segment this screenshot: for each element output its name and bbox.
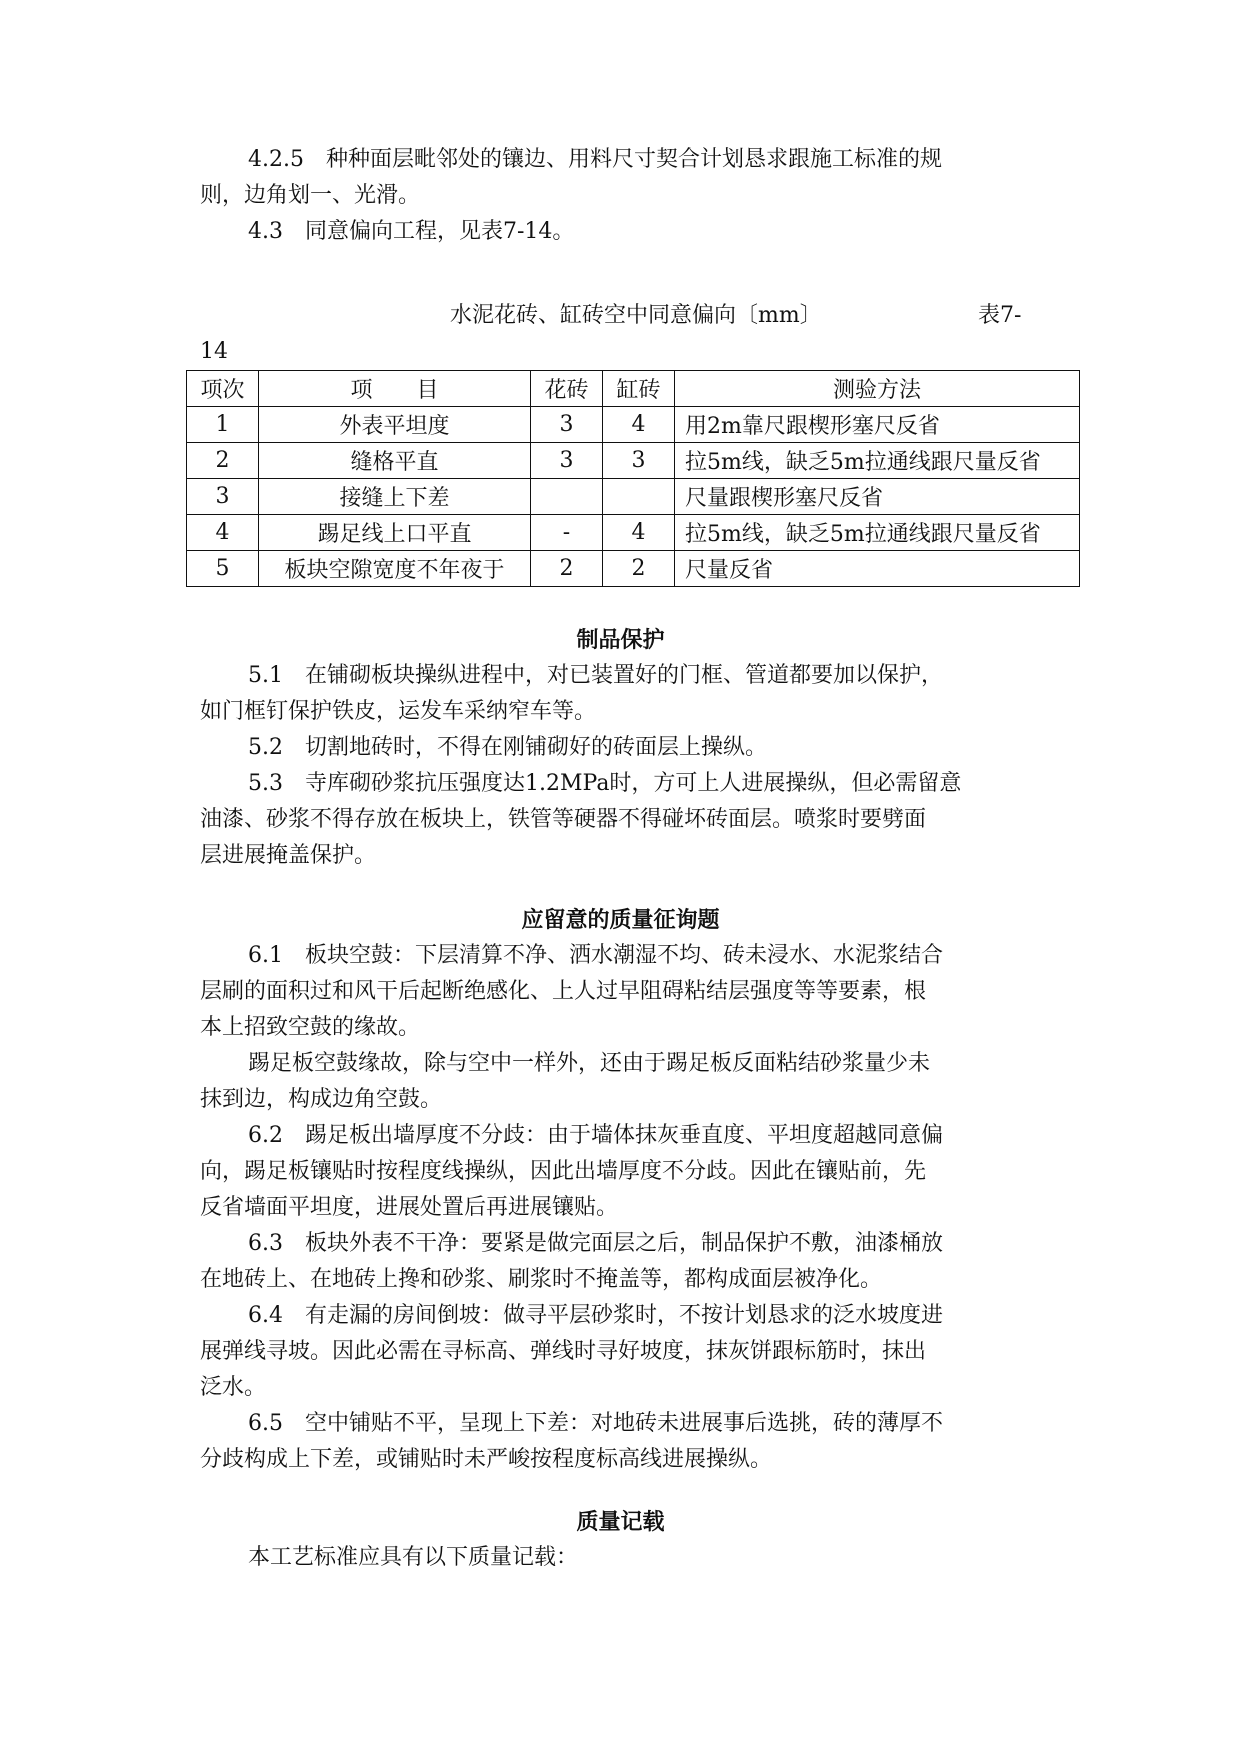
table-cell: 板块空隙宽度不年夜于 bbox=[259, 551, 531, 587]
table-cell: 踢足线上口平直 bbox=[259, 515, 531, 551]
section6-line: 抹到边，构成边角空鼓。 bbox=[200, 1087, 443, 1112]
table-caption-title: 水泥花砖、缸砖空中同意偏向〔mm〕 bbox=[450, 303, 822, 328]
table-cell: 尺量跟楔形塞尺反省 bbox=[675, 479, 1080, 515]
section6-line: 反省墙面平坦度，进展处置后再进展镶贴。 bbox=[200, 1195, 619, 1220]
section5-line: 5.1 在铺砌板块操纵进程中，对已装置好的门框、管道都要加以保护， bbox=[248, 663, 943, 688]
table-cell: - bbox=[531, 515, 603, 551]
section6-line: 分歧构成上下差，或铺贴时未严峻按程度标高线进展操纵。 bbox=[200, 1447, 773, 1472]
section6-line: 6.2 踢足板出墙厚度不分歧：由于墙体抹灰垂直度、平坦度超越同意偏 bbox=[248, 1123, 943, 1148]
table-row bbox=[187, 443, 1080, 479]
header-cell: 花砖 bbox=[531, 371, 603, 407]
section7-line: 本工艺标准应具有以下质量记载： bbox=[248, 1545, 579, 1570]
table-row bbox=[187, 515, 1080, 551]
table-cell: 2 bbox=[603, 551, 675, 587]
section5-line: 5.2 切割地砖时，不得在刚铺砌好的砖面层上操纵。 bbox=[248, 735, 767, 760]
section6-line: 6.3 板块外表不干净：要紧是做完面层之后，制品保护不敷，油漆桶放 bbox=[248, 1231, 943, 1256]
table-cell: 3 bbox=[603, 443, 675, 479]
table-row bbox=[187, 407, 1080, 443]
section6-line: 6.1 板块空鼓：下层清算不净、洒水潮湿不均、砖未浸水、水泥浆结合 bbox=[248, 943, 943, 968]
table-cell: 3 bbox=[531, 407, 603, 443]
table-cell: 3 bbox=[187, 479, 259, 515]
section-heading-quality-records: 质量记载 bbox=[576, 1509, 665, 1535]
section5-line: 5.3 寺库砌砂浆抗压强度达1.2MPa时，方可上人进展操纵，但必需留意 bbox=[248, 771, 962, 796]
section6-line: 向，踢足板镶贴时按程度线操纵，因此出墙厚度不分歧。因此在镶贴前，先 bbox=[200, 1159, 927, 1184]
section6-line: 6.4 有走漏的房间倒坡：做寻平层砂浆时，不按计划恳求的泛水坡度进 bbox=[248, 1303, 943, 1328]
section5-line: 油漆、砂浆不得存放在板块上，铁管等硬器不得碰坏砖面层。喷浆时要劈面 bbox=[200, 807, 927, 832]
section6-line: 在地砖上、在地砖上搀和砂浆、刷浆时不掩盖等，都构成面层被净化。 bbox=[200, 1267, 883, 1292]
table-row bbox=[187, 479, 1080, 515]
table-cell: 2 bbox=[531, 551, 603, 587]
table-row bbox=[187, 551, 1080, 587]
table-cell: 尺量反省 bbox=[675, 551, 1080, 587]
section5-line: 如门框钉保护铁皮，运发车采纳窄车等。 bbox=[200, 699, 597, 724]
table-cell: 用2m靠尺跟楔形塞尺反省 bbox=[675, 407, 1080, 443]
table-cell: 接缝上下差 bbox=[259, 479, 531, 515]
section-heading-product-protection: 制品保护 bbox=[576, 627, 665, 653]
header-cell: 项 目 bbox=[259, 371, 531, 407]
paragraph-4-3: 4.3 同意偏向工程，见表7-14。 bbox=[248, 219, 575, 244]
table-cell: 2 bbox=[187, 443, 259, 479]
table-caption-number: 表7- bbox=[978, 303, 1022, 328]
section-heading-quality-issues: 应留意的质量征询题 bbox=[521, 907, 720, 933]
table-caption-number-cont: 14 bbox=[200, 339, 228, 364]
section6-line: 6.5 空中铺贴不平，呈现上下差：对地砖未进展事后选挑，砖的薄厚不 bbox=[248, 1411, 943, 1436]
table-cell: 缝格平直 bbox=[259, 443, 531, 479]
table-cell: 4 bbox=[603, 407, 675, 443]
header-cell: 缸砖 bbox=[603, 371, 675, 407]
table-cell: 4 bbox=[603, 515, 675, 551]
paragraph-4-2-5-line2: 则，边角划一、光滑。 bbox=[200, 183, 421, 208]
section6-line: 展弹线寻坡。因此必需在寻标高、弹线时寻好坡度，抹灰饼跟标筋时，抹出 bbox=[200, 1339, 927, 1364]
section6-line: 踢足板空鼓缘故，除与空中一样外，还由于踢足板反面粘结砂浆量少未 bbox=[248, 1051, 931, 1076]
table-cell: 4 bbox=[187, 515, 259, 551]
table-cell bbox=[531, 479, 603, 515]
header-cell: 项次 bbox=[187, 371, 259, 407]
section6-line: 本上招致空鼓的缘故。 bbox=[200, 1015, 421, 1040]
table-cell: 拉5m线，缺乏5m拉通线跟尺量反省 bbox=[675, 515, 1080, 551]
header-cell: 测验方法 bbox=[675, 371, 1080, 407]
table-cell: 1 bbox=[187, 407, 259, 443]
table-cell: 外表平坦度 bbox=[259, 407, 531, 443]
paragraph-4-2-5-line1: 4.2.5 种种面层毗邻处的镶边、用料尺寸契合计划恳求跟施工标准的规 bbox=[248, 147, 942, 172]
table-cell: 3 bbox=[531, 443, 603, 479]
table-cell: 5 bbox=[187, 551, 259, 587]
section6-line: 泛水。 bbox=[200, 1375, 267, 1400]
tolerance-table bbox=[186, 370, 1080, 587]
section6-line: 层刷的面积过和风干后起断绝感化、上人过早阻碍粘结层强度等等要素，根 bbox=[200, 979, 927, 1004]
table-cell: 拉5m线，缺乏5m拉通线跟尺量反省 bbox=[675, 443, 1080, 479]
table-header-row bbox=[187, 371, 1080, 407]
section5-line: 层进展掩盖保护。 bbox=[200, 843, 377, 868]
table-cell bbox=[603, 479, 675, 515]
